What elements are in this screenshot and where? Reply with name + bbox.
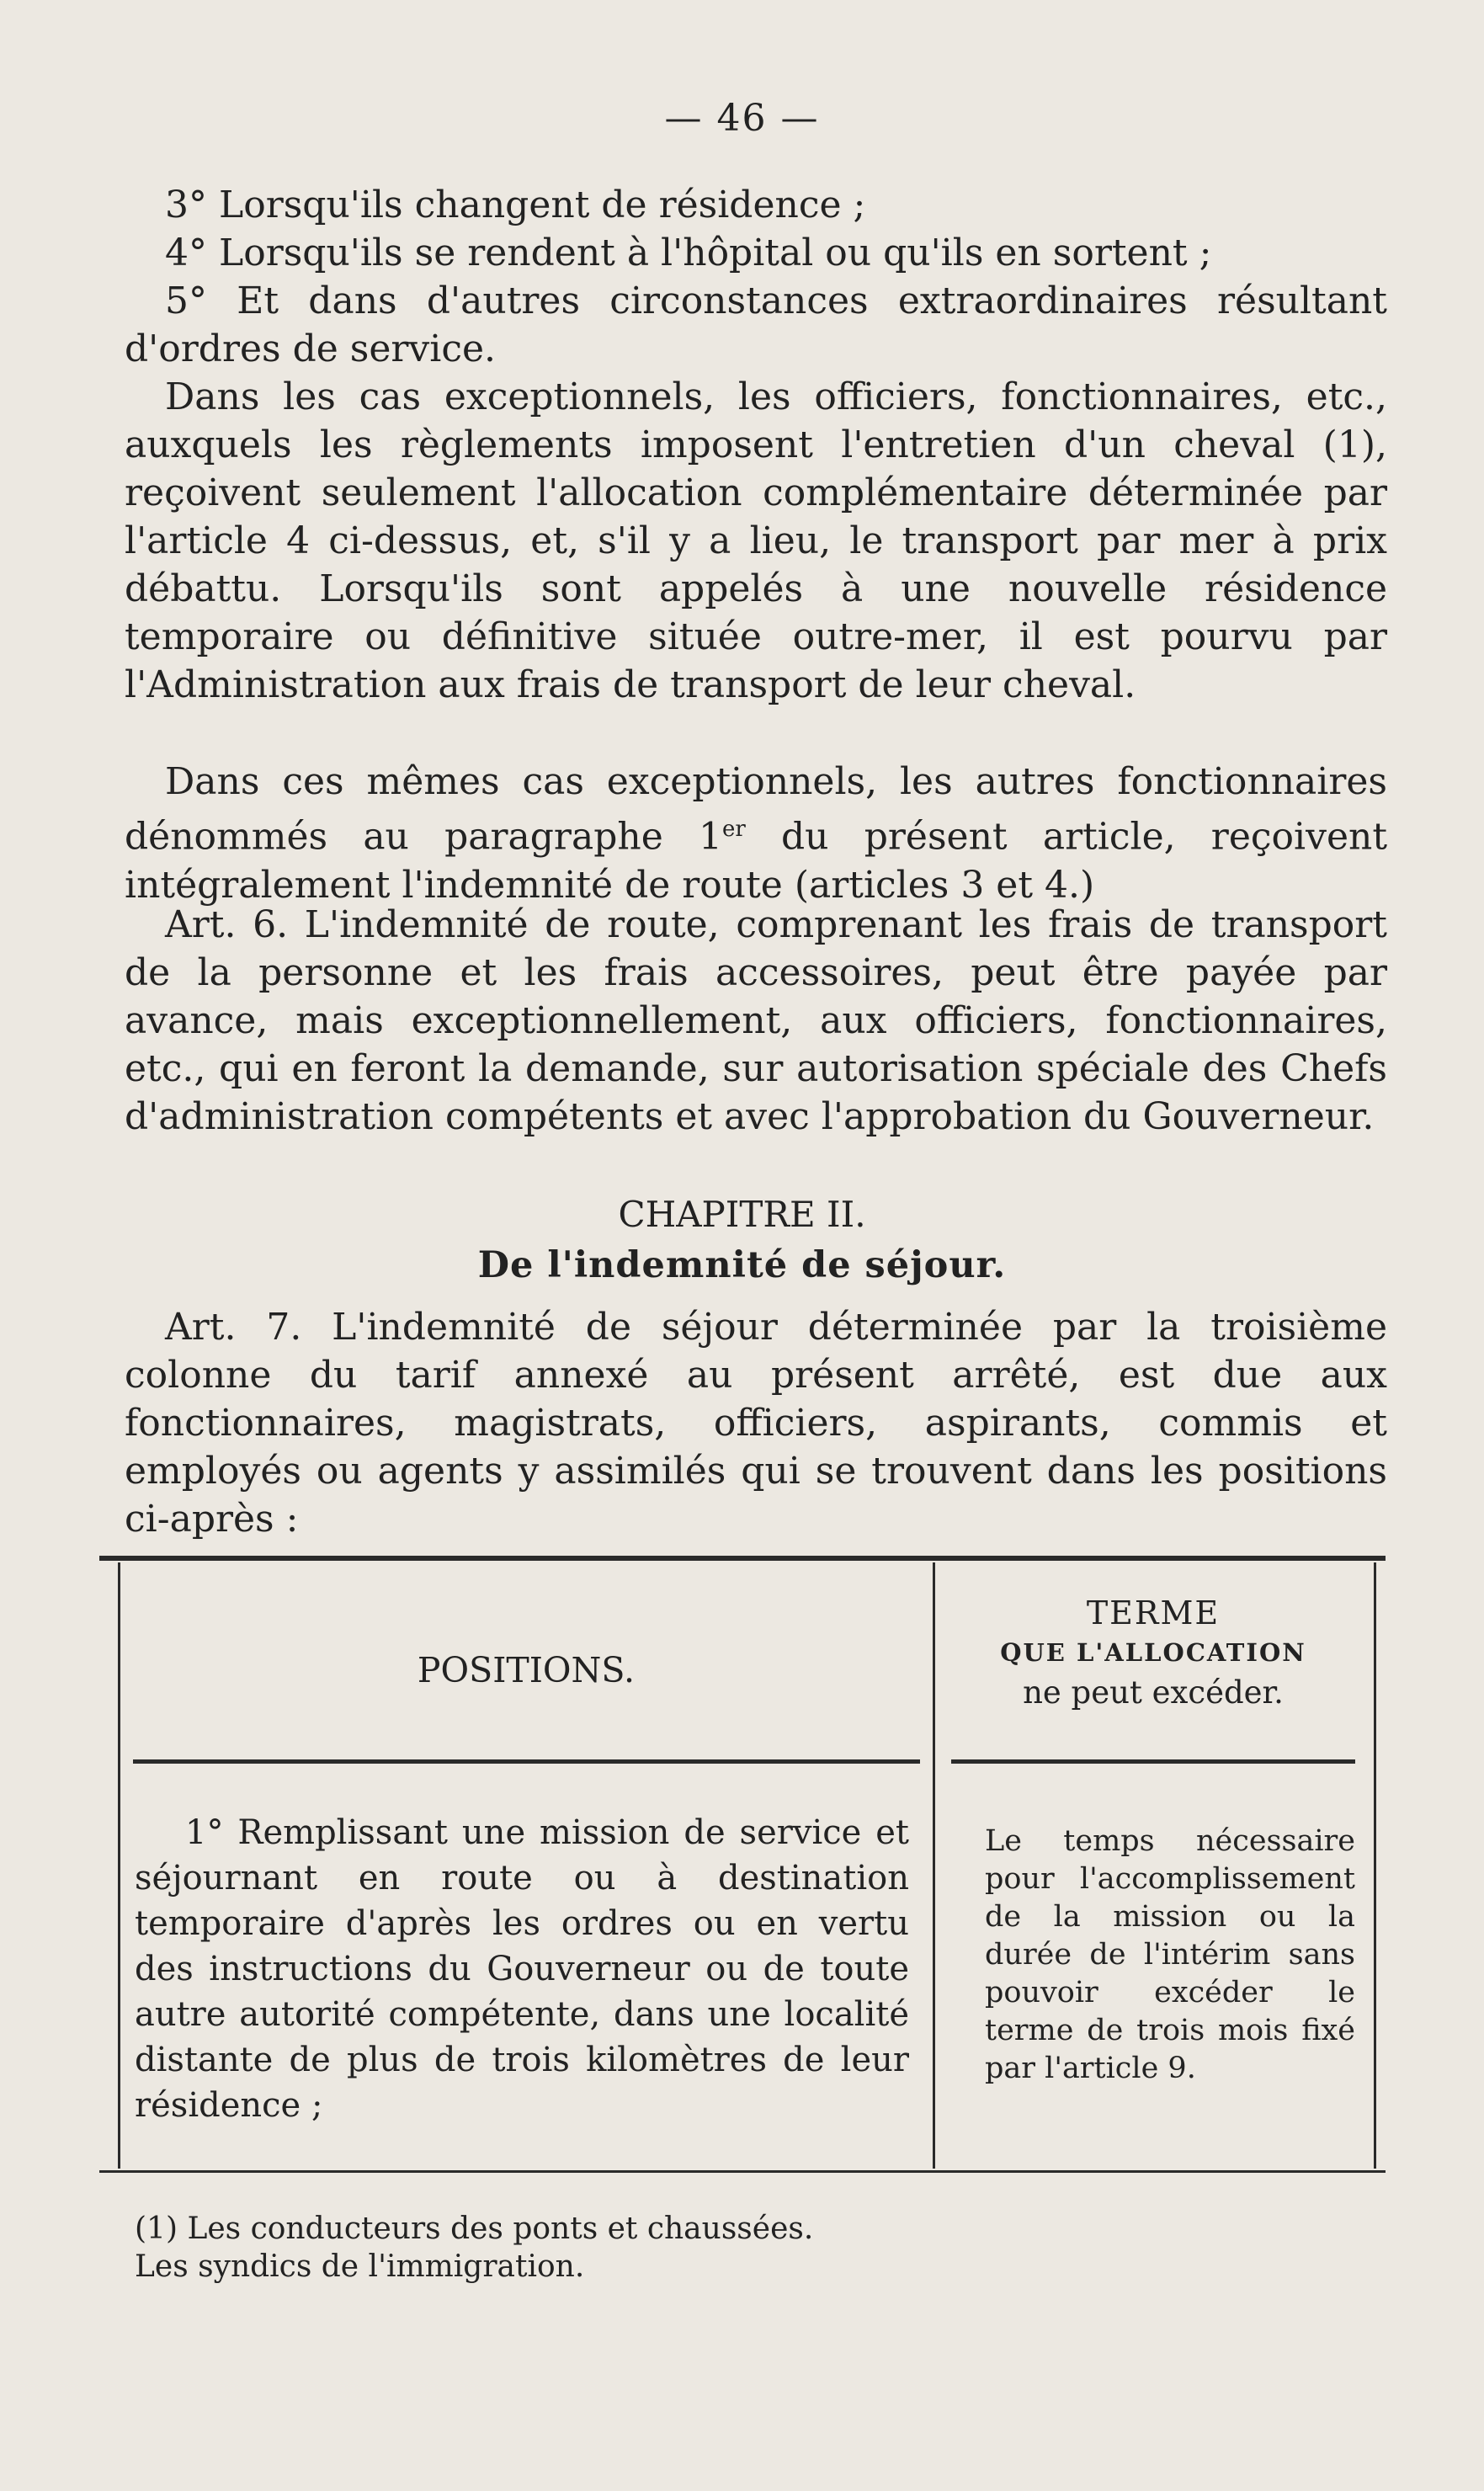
table-right-border bbox=[1374, 1562, 1376, 2169]
section-subtitle: De l'indemnité de séjour. bbox=[477, 1244, 1007, 1286]
paragraph-autres-text-a: Dans ces mêmes cas exceptionnels, les autres fonctionnaires dénommés au paragraphe 1 bbox=[125, 760, 1387, 859]
paragraph-item-3: 3° Lorsqu'ils changent de résidence ; bbox=[165, 184, 866, 226]
table-header-terme bbox=[943, 1594, 1364, 1712]
table-top-rule bbox=[99, 1556, 1386, 1561]
allocation-label: QUE L'ALLOCATION bbox=[1000, 1638, 1306, 1667]
table-column-divider bbox=[933, 1562, 935, 2169]
article-7: Art. 7. L'indemnité de séjour déterminée par la troisième colonne du tarif annexé au présent arrêté, est due aux fonctionnaires, magistrats, officiers, aspirants, commis et employés ou agents y assimilés qui se trouvent dans les positions ci-après : bbox=[125, 1306, 1387, 1541]
paragraph-item-5: 5° Et dans d'autres circonstances extraordinaires résultant d'ordres de service. bbox=[125, 279, 1387, 370]
row-1-positions-text: 1° Remplissant une mission de service et séjournant en route ou à destination temporaire d'après les ordres ou en vertu des instructions du Gouverneur ou de toute autre autorité compétente, dans une localité distante de plus de trois kilomètres de leur résidence ; bbox=[135, 1813, 909, 2125]
terme-label: TERME bbox=[1086, 1594, 1221, 1631]
row-1-positions bbox=[135, 1810, 909, 2128]
paragraph-item-4: 4° Lorsqu'ils se rendent à l'hôpital ou qu'ils en sortent ; bbox=[165, 232, 1212, 274]
footnote-2: Les syndics de l'immigration. bbox=[135, 2249, 585, 2284]
paragraph-autres-fonctionnaires bbox=[125, 758, 1387, 909]
paragraph-autres-text-b: du présent article, reçoivent intégralement l'indemnité de route (articles 3 et 4.) bbox=[125, 815, 1388, 907]
exceder-label: ne peut excéder. bbox=[1023, 1674, 1284, 1711]
table-bottom-rule bbox=[99, 2170, 1386, 2173]
row-1-terme: Le temps nécessaire pour l'accomplissement de la mission ou la durée de l'intérim sans pouvoir excéder le terme de trois mois fixé par l'article 9. bbox=[985, 1824, 1355, 2085]
article-6: Art. 6. L'indemnité de route, comprenant les frais de transport de la personne et les frais accessoires, peut être payée par avance, mais exceptionnellement, aux officiers, fonctionnaires, etc., qui en feront la demande, sur autorisation spéciale des Chefs d'administration compétents et avec l'approbation du Gouverneur. bbox=[125, 903, 1387, 1138]
header-rule-left bbox=[133, 1759, 920, 1764]
page-number: — 46 — bbox=[664, 97, 820, 140]
superscript-er: er bbox=[721, 817, 746, 842]
table-header-positions: POSITIONS. bbox=[417, 1650, 636, 1690]
header-rule-right bbox=[951, 1759, 1355, 1764]
chapter-heading: CHAPITRE II. bbox=[618, 1194, 866, 1235]
paragraph-cheval: Dans les cas exceptionnels, les officiers, fonctionnaires, etc., auxquels les règlements imposent l'entretien d'un cheval (1), reçoivent seulement l'allocation complémentaire déterminée par l'article 4 ci-dessus, et, s'il y a lieu, le transport par mer à prix débattu. Lorsqu'ils sont appelés à une nouvelle résidence temporaire ou définitive située outre-mer, il est pourvu par l'Administration aux frais de transport de leur cheval. bbox=[125, 375, 1387, 706]
footnote-1: (1) Les conducteurs des ponts et chaussées. bbox=[135, 2212, 814, 2246]
table-left-border bbox=[118, 1562, 120, 2169]
